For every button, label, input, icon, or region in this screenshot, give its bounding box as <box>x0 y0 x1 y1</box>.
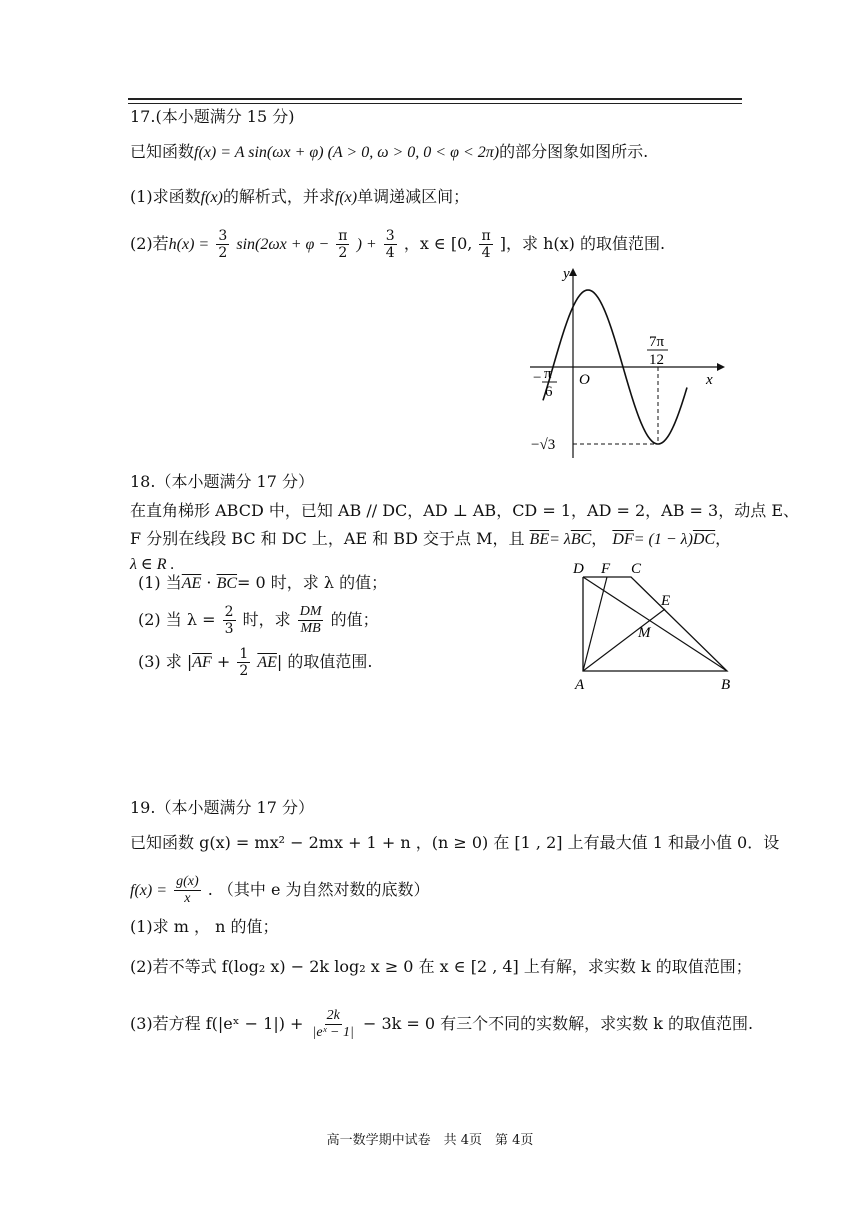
q17-part1: (1)求函数f(x)的解析式，并求f(x)单调递减区间； <box>130 187 470 206</box>
q18-part2: (2) 当 λ = $\frac{2}{3}$ 时，求 $\frac{DM}{MB}$ 的值； <box>138 604 379 637</box>
top-rule <box>128 98 742 100</box>
label-F: F <box>601 561 611 577</box>
q18-line2: F 分别在线段 BC 和 DC 上，AE 和 BD 交于点 M，且 $\overline{BE}= \lambda\overline{BC}$， $\overline{DF}= (1 - \lambda)\overline{DC}$， <box>130 529 732 548</box>
label-A: A <box>575 677 585 693</box>
left-num: π <box>544 366 552 382</box>
q19-line1: 已知函数 g(x) = mx² − 2mx + 1 + n ，(n ≥ 0) 在 [1 , 2] 上有最大值 1 和最小值 0．设 <box>130 833 780 852</box>
q19-part3: (3)若方程 f(|eˣ − 1|) + $\frac{2k}{\text{|eˣ − 1|}}$ − 3k = 0 有三个不同的实数解，求实数 k 的取值范围. <box>130 1008 754 1040</box>
page-footer: 高一数学期中试卷 共 4页 第 4页 <box>326 1133 534 1148</box>
q19-part2: (2)若不等式 f(log₂ x) − 2k log₂ x ≥ 0 在 x ∈ [2 , 4] 上有解，求实数 k 的取值范围； <box>130 957 752 976</box>
min-label: −√3 <box>531 437 556 453</box>
right-num: 7π <box>649 334 665 350</box>
q19-header: 19.（本小题满分 17 分） <box>130 798 314 817</box>
label-B: B <box>721 677 731 693</box>
label-E: E <box>661 593 671 609</box>
left-sign: − <box>533 370 542 386</box>
x-axis-arrow <box>717 363 725 371</box>
y-axis-arrow <box>569 268 577 276</box>
left-den: 6 <box>545 384 553 400</box>
q18-part3: (3) 求 $|\overline{AF}$ + $\frac{1}{2}$ $\overline{AE}|$ 的取值范围. <box>138 646 373 679</box>
q19-part1: (1)求 m ， n 的值； <box>130 917 279 936</box>
origin-label: O <box>579 372 590 388</box>
q18-trapezoid-figure <box>565 555 745 695</box>
x-label: x <box>706 372 713 388</box>
q17-stem: 已知函数f(x) = A sin(ωx + φ) (A > 0, ω > 0, 0 < φ < 2π)的部分图象如图所示. <box>130 142 649 161</box>
q18-line3: λ ∈ R . <box>130 556 175 573</box>
top-rule-thin <box>128 103 742 104</box>
label-M: M <box>638 625 651 641</box>
q18-part1: (1) 当$\overline{AE} \cdot \overline{BC}= 0$ 时，求 λ 的值； <box>138 573 388 592</box>
q19-line2: f(x) = $\frac{g(x)}{x}$ . （其中 e 为自然对数的底数） <box>130 874 430 906</box>
right-den: 12 <box>649 352 664 368</box>
segment-BD <box>583 577 727 671</box>
y-label: y <box>563 266 570 282</box>
segment-AE <box>583 609 665 671</box>
q18-line1: 在直角梯形 ABCD 中，已知 AB // DC，AD ⊥ AB，CD = 1，AD = 2，AB = 3，动点 E、 <box>130 501 799 520</box>
q17-header: 17.(本小题满分 15 分) <box>130 107 295 126</box>
label-D: D <box>573 561 584 577</box>
q17-sine-graph <box>525 262 725 462</box>
q17-part2: (2)若h(x) = $\frac{3}{2}$ sin(2ωx + φ − $\frac{\pi}{2}$ ) + $\frac{3}{4}$ ，x ∈ [0, $\frac{\pi}{4}$ ]，求 h(x) 的取值范围. <box>130 228 666 261</box>
segment-AF <box>583 577 607 671</box>
label-C: C <box>631 561 642 577</box>
q18-header: 18.（本小题满分 17 分） <box>130 472 314 491</box>
